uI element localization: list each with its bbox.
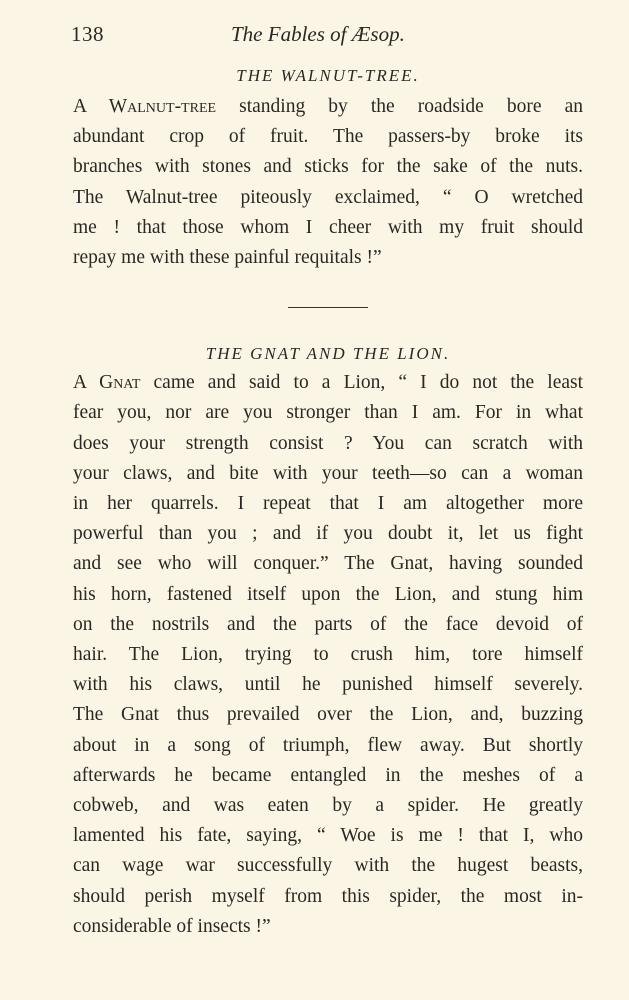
fable-line: The Walnut-tree piteously exclaimed, “ O wretched bbox=[73, 186, 583, 208]
fable-line: powerful than you ; and if you doubt it, let us fight bbox=[73, 523, 583, 545]
fable-line: about in a song of triumph, flew away. But shortly bbox=[73, 734, 583, 756]
book-page bbox=[73, 18, 583, 942]
fable-line: afterwards he became entangled in the meshes of a bbox=[73, 764, 583, 786]
fable-line: on the nostrils and the parts of the face devoid of bbox=[73, 613, 583, 635]
fable-line: should perish myself from this spider, the most in- bbox=[73, 885, 583, 907]
fable-line: in her quarrels. I repeat that I am altogether more bbox=[73, 493, 583, 515]
fable-body-gnat-and-lion bbox=[73, 368, 583, 942]
fable-title-gnat-and-lion: THE GNAT AND THE LION. bbox=[205, 344, 451, 364]
fable-line: considerable of insects !” bbox=[73, 915, 271, 937]
fable-line: The Gnat thus prevailed over the Lion, and, buzzing bbox=[73, 704, 583, 726]
page-number: 138 bbox=[71, 22, 104, 46]
fable-line: A Walnut-tree standing by the roadside bore an bbox=[73, 96, 584, 117]
fable-line: with his claws, until he punished himself severely. bbox=[73, 674, 583, 696]
section-divider bbox=[288, 307, 368, 308]
fable-line: cobweb, and was eaten by a spider. He greatly bbox=[73, 795, 583, 817]
fable-body-walnut-tree bbox=[73, 92, 583, 273]
fable-line: lamented his fate, saying, “ Woe is me ! that I, who bbox=[73, 825, 583, 847]
fable-line: can wage war successfully with the hugest beasts, bbox=[73, 855, 583, 877]
fable-line: hair. The Lion, trying to crush him, tore himself bbox=[73, 644, 583, 666]
fable-line: branches with stones and sticks for the sake of the nuts. bbox=[73, 156, 583, 178]
lead-word: A Walnut-tree bbox=[73, 96, 217, 117]
fable-line: his horn, fastened itself upon the Lion, and stung him bbox=[73, 583, 583, 605]
fable-line: fear you, nor are you stronger than I am. For in what bbox=[73, 402, 583, 424]
lead-word: A Gnat bbox=[73, 372, 141, 394]
fable-line: me ! that those whom I cheer with my fruit should bbox=[73, 216, 583, 238]
fable-line: A Gnat came and said to a Lion, “ I do not the least bbox=[73, 372, 584, 394]
running-head bbox=[73, 18, 583, 58]
running-title: The Fables of Æsop. bbox=[231, 22, 405, 46]
fable-line: abundant crop of fruit. The passers-by broke its bbox=[73, 126, 583, 148]
fable-line: repay me with these painful requitals !” bbox=[73, 247, 382, 269]
fable-line: and see who will conquer.” The Gnat, having sounded bbox=[73, 553, 583, 575]
fable-line: does your strength consist ? You can scratch with bbox=[73, 432, 583, 454]
fable-title-walnut-tree: THE WALNUT-TREE. bbox=[236, 66, 420, 85]
fable-line: your claws, and bite with your teeth—so can a woman bbox=[73, 462, 583, 484]
